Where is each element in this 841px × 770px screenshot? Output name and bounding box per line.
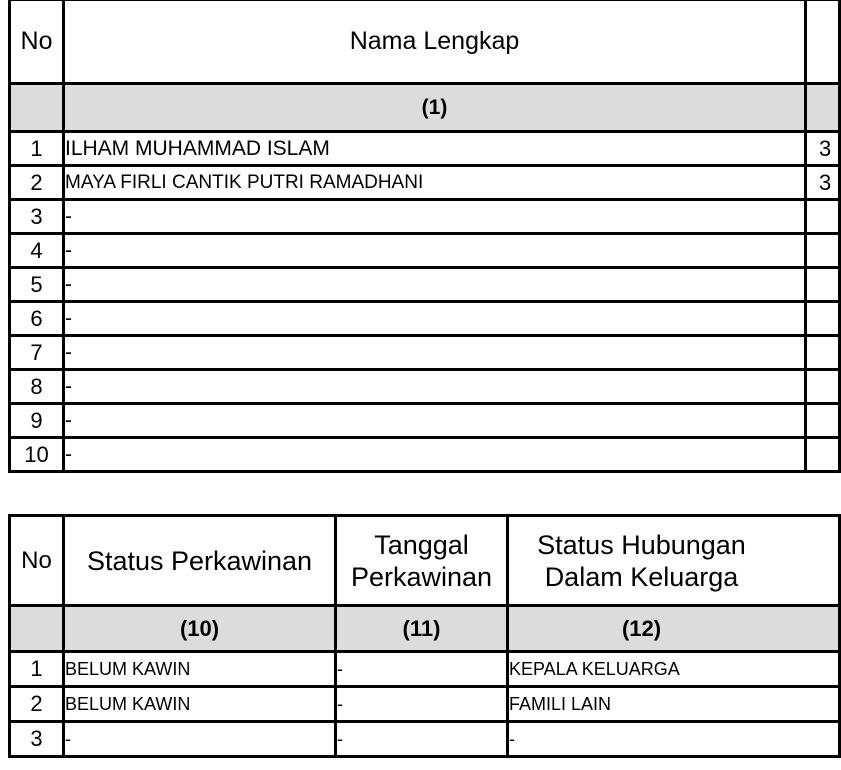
row-next-cell bbox=[806, 302, 840, 336]
header-no: No bbox=[10, 0, 64, 84]
marital-status-table bbox=[8, 514, 841, 758]
table-row bbox=[10, 234, 840, 268]
table-row bbox=[10, 404, 840, 438]
row-nama: - bbox=[64, 234, 806, 268]
row-tanggal-perkawinan: - bbox=[336, 722, 508, 757]
column-number-status-perkawinan: (10) bbox=[64, 606, 336, 652]
row-nama: - bbox=[64, 336, 806, 370]
table-row bbox=[10, 652, 840, 687]
row-next-cell bbox=[806, 438, 840, 472]
column-number-no bbox=[10, 84, 64, 132]
row-status-hubungan: KEPALA KELUARGA bbox=[508, 652, 840, 687]
row-next-cell bbox=[806, 268, 840, 302]
row-no: 2 bbox=[10, 687, 64, 722]
table-row bbox=[10, 722, 840, 757]
row-no: 2 bbox=[10, 166, 64, 200]
column-number-row bbox=[10, 606, 840, 652]
table-row bbox=[10, 166, 840, 200]
row-status-hubungan: - bbox=[508, 722, 840, 757]
column-number-status-hubungan: (12) bbox=[508, 606, 840, 652]
family-members-name-table bbox=[8, 0, 841, 473]
row-no: 3 bbox=[10, 200, 64, 234]
row-no: 10 bbox=[10, 438, 64, 472]
row-next-cell: 3 bbox=[806, 166, 840, 200]
row-tanggal-perkawinan: - bbox=[336, 687, 508, 722]
table-row bbox=[10, 370, 840, 404]
row-nama: - bbox=[64, 370, 806, 404]
row-status-perkawinan: - bbox=[64, 722, 336, 757]
row-nama: - bbox=[64, 200, 806, 234]
row-next-cell bbox=[806, 234, 840, 268]
header-next-column bbox=[806, 0, 840, 84]
table-row bbox=[10, 132, 840, 166]
row-status-perkawinan: BELUM KAWIN bbox=[64, 652, 336, 687]
row-nama: - bbox=[64, 404, 806, 438]
row-no: 4 bbox=[10, 234, 64, 268]
header-no: No bbox=[10, 516, 64, 606]
table-row bbox=[10, 268, 840, 302]
column-number-no bbox=[10, 606, 64, 652]
column-number-next bbox=[806, 84, 840, 132]
table-row bbox=[10, 336, 840, 370]
row-tanggal-perkawinan: - bbox=[336, 652, 508, 687]
row-no: 6 bbox=[10, 302, 64, 336]
row-status-perkawinan: BELUM KAWIN bbox=[64, 687, 336, 722]
row-next-cell bbox=[806, 404, 840, 438]
header-status-hubungan: Status Hubungan Dalam Keluarga bbox=[508, 516, 840, 606]
header-nama-lengkap: Nama Lengkap bbox=[64, 0, 806, 84]
row-next-cell bbox=[806, 336, 840, 370]
row-nama: - bbox=[64, 268, 806, 302]
column-number-row bbox=[10, 84, 840, 132]
table-row bbox=[10, 438, 840, 472]
row-no: 5 bbox=[10, 268, 64, 302]
row-nama: - bbox=[64, 438, 806, 472]
row-no: 3 bbox=[10, 722, 64, 757]
table-row bbox=[10, 687, 840, 722]
row-no: 9 bbox=[10, 404, 64, 438]
header-status-perkawinan: Status Perkawinan bbox=[64, 516, 336, 606]
header-tanggal-perkawinan: Tanggal Perkawinan bbox=[336, 516, 508, 606]
row-next-cell bbox=[806, 200, 840, 234]
table-row bbox=[10, 302, 840, 336]
row-next-cell bbox=[806, 370, 840, 404]
row-nama: ILHAM MUHAMMAD ISLAM bbox=[64, 132, 806, 166]
table-header-row bbox=[10, 516, 840, 606]
row-no: 8 bbox=[10, 370, 64, 404]
table-header-row bbox=[10, 0, 840, 84]
table-row bbox=[10, 200, 840, 234]
row-no: 7 bbox=[10, 336, 64, 370]
column-number-nama: (1) bbox=[64, 84, 806, 132]
row-next-cell: 3 bbox=[806, 132, 840, 166]
row-status-hubungan: FAMILI LAIN bbox=[508, 687, 840, 722]
column-number-tanggal-perkawinan: (11) bbox=[336, 606, 508, 652]
row-no: 1 bbox=[10, 132, 64, 166]
row-nama: - bbox=[64, 302, 806, 336]
row-no: 1 bbox=[10, 652, 64, 687]
row-nama: MAYA FIRLI CANTIK PUTRI RAMADHANI bbox=[64, 166, 806, 200]
